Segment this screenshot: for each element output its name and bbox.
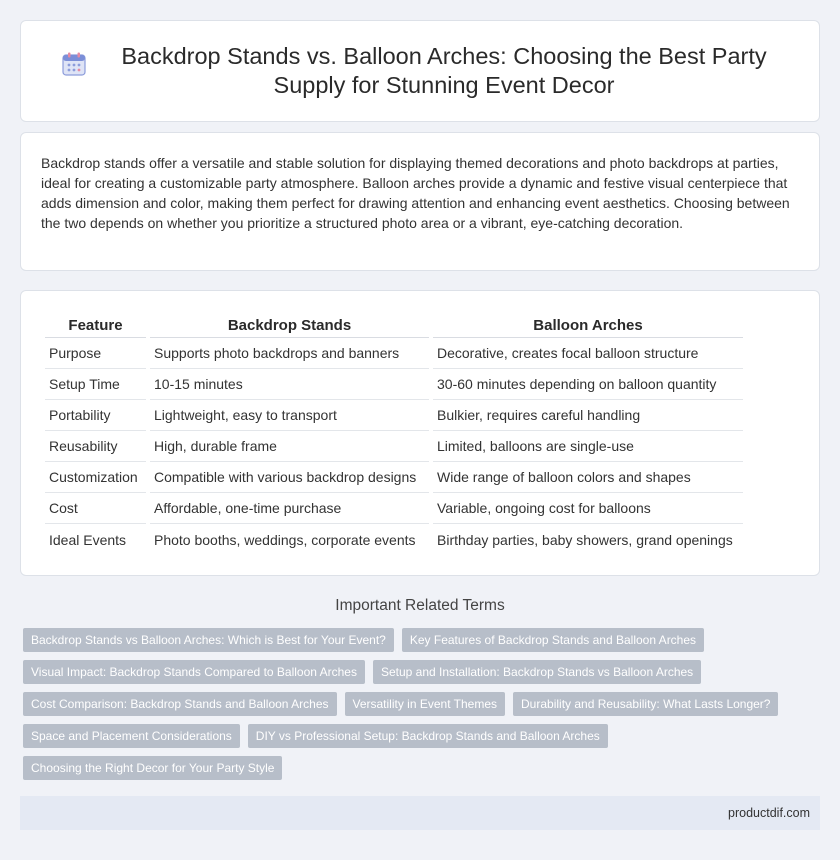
intro-card [20,132,820,271]
cell-backdrop-stands: 10-15 minutes [150,369,429,400]
table-row [45,462,743,493]
cell-balloon-arches: 30-60 minutes depending on balloon quantity [433,369,743,400]
related-term-tag[interactable]: Visual Impact: Backdrop Stands Compared to Balloon Arches [23,660,365,684]
cell-backdrop-stands: Photo booths, weddings, corporate events [154,531,416,548]
column-header-feature: Feature [45,313,146,338]
cell-balloon-arches: Birthday parties, baby showers, grand openings [437,531,733,548]
cell-balloon-arches: Variable, ongoing cost for balloons [433,493,743,524]
column-header-balloon-arches: Balloon Arches [433,313,743,338]
related-term-tag[interactable]: Space and Placement Considerations [23,724,240,748]
comparison-table-card [20,290,820,576]
table-header-row [45,313,743,338]
cell-feature: Ideal Events [49,531,127,548]
cell-backdrop-stands: Compatible with various backdrop designs [150,462,429,493]
cell-feature: Cost [45,493,146,524]
related-terms-section [20,596,820,780]
column-header-backdrop-stands: Backdrop Stands [150,313,429,338]
footer-site-name[interactable]: productdif.com [728,806,810,820]
cell-balloon-arches: Bulkier, requires careful handling [433,400,743,431]
related-terms-title: Important Related Terms [335,597,505,614]
related-term-tag[interactable]: Backdrop Stands vs Balloon Arches: Which is Best for Your Event? [23,628,394,652]
cell-feature: Portability [45,400,146,431]
related-term-tag[interactable]: DIY vs Professional Setup: Backdrop Stands and Balloon Arches [248,724,608,748]
cell-balloon-arches: Wide range of balloon colors and shapes [433,462,743,493]
intro-paragraph: Backdrop stands offer a versatile and stable solution for displaying themed decorations and photo backdrops at parties, ideal for creating a customizable party atmosphere. Balloon arches provide a dynamic and festive visual centerpiece that adds dimension and color, making them perfect for drawing attention and enhancing event aesthetics. Choosing between the two depends on whether you prioritize a structured photo area or a vibrant, eye-catching decoration. [41,155,790,231]
cell-balloon-arches: Limited, balloons are single-use [433,431,743,462]
related-terms-list [20,628,820,780]
related-term-tag[interactable]: Durability and Reusability: What Lasts Longer? [513,692,778,716]
cell-backdrop-stands: Supports photo backdrops and banners [150,338,429,369]
calendar-icon [61,51,87,77]
table-row [45,524,743,555]
table-row [45,338,743,369]
header [61,42,779,100]
comparison-table [41,313,747,555]
table-row [45,369,743,400]
cell-balloon-arches: Decorative, creates focal balloon structure [433,338,743,369]
cell-backdrop-stands: Affordable, one-time purchase [150,493,429,524]
related-term-tag[interactable]: Choosing the Right Decor for Your Party Style [23,756,282,780]
table-row [45,400,743,431]
footer [20,796,820,830]
related-term-tag[interactable]: Versatility in Event Themes [345,692,506,716]
cell-backdrop-stands: High, durable frame [150,431,429,462]
related-term-tag[interactable]: Key Features of Backdrop Stands and Balloon Arches [402,628,704,652]
page-title: Backdrop Stands vs. Balloon Arches: Choosing the Best Party Supply for Stunning Event Decor [121,43,767,98]
cell-feature: Customization [45,462,146,493]
cell-feature: Setup Time [45,369,146,400]
related-term-tag[interactable]: Cost Comparison: Backdrop Stands and Balloon Arches [23,692,337,716]
related-term-tag[interactable]: Setup and Installation: Backdrop Stands vs Balloon Arches [373,660,701,684]
cell-backdrop-stands: Lightweight, easy to transport [150,400,429,431]
table-row [45,493,743,524]
cell-feature: Reusability [45,431,146,462]
cell-feature: Purpose [45,338,146,369]
table-row [45,431,743,462]
header-card [20,20,820,122]
